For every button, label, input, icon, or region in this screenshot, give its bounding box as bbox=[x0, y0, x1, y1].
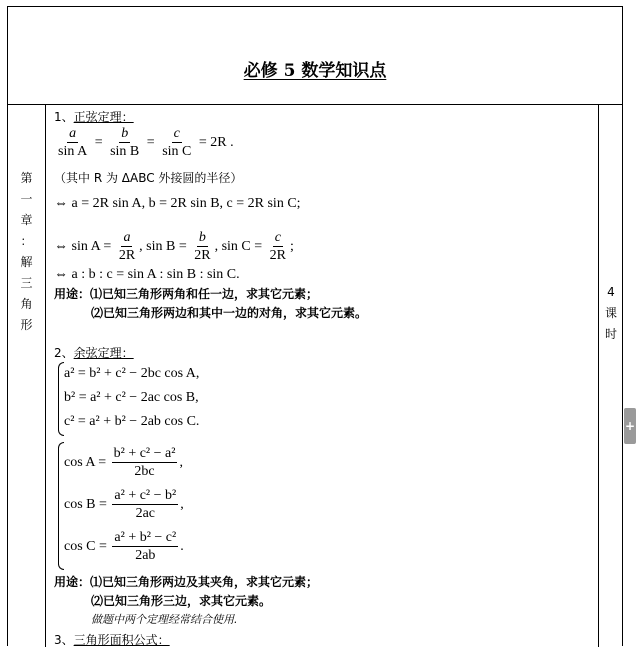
side-expand-tab[interactable] bbox=[624, 408, 636, 444]
cosine-eq-c: c² = a² + b² − 2ab cos C. bbox=[64, 414, 200, 429]
cos-c-formula: cos C = $\frac{\text{a² + b² − c²}}{2ab}$ . bbox=[64, 530, 184, 564]
document-table bbox=[7, 6, 623, 646]
chapter-char: 三 bbox=[20, 276, 33, 290]
sine-law-ratio: ⇔ a : b : c = sin A : sin B : sin C. bbox=[54, 267, 240, 282]
chapter-column bbox=[8, 104, 46, 647]
sine-law-form2: ⇔ a = 2R sin A, b = 2R sin B, c = 2R sin C; bbox=[54, 196, 301, 211]
sec2-heading: 2、余弦定理： bbox=[54, 346, 134, 360]
cos-b-formula: cos B = $\frac{\text{a² + c² − b²}}{2ac}$ , bbox=[64, 488, 184, 522]
hours-label bbox=[599, 282, 623, 345]
sine-law-equation: $\frac{a}{\text{sin A}}$ = $\frac{b}{\text{sin B}}$ = $\frac{c}{\text{sin C}}$ = 2R . bbox=[58, 126, 234, 160]
hours-char: 课 bbox=[604, 306, 617, 320]
cosine-fraction-system bbox=[64, 442, 184, 568]
hours-char: 4 bbox=[607, 285, 615, 299]
sec3-heading: 3、三角形面积公式： bbox=[54, 633, 170, 647]
page-title: 必修 5 数学知识点 bbox=[243, 61, 387, 81]
chapter-char: ： bbox=[20, 234, 33, 248]
sec1-heading: 1、正弦定理： bbox=[54, 110, 134, 124]
chapter-char: 章 bbox=[20, 213, 33, 227]
content-cell bbox=[54, 104, 594, 647]
cosine-law-system bbox=[64, 362, 199, 434]
chapter-char: 解 bbox=[20, 255, 33, 269]
sec2-use-2: ⑵已知三角形三边，求其它元素。 bbox=[91, 594, 272, 608]
title-row bbox=[8, 7, 622, 105]
circumradius-note: （其中 R 为 ΔABC 外接圆的半径） bbox=[54, 171, 243, 185]
sec1-use-2: ⑵已知三角形两边和其中一边的对角，求其它元素。 bbox=[91, 306, 368, 320]
chapter-label bbox=[8, 168, 45, 336]
chapter-char: 角 bbox=[20, 297, 33, 311]
chapter-char: 一 bbox=[20, 192, 33, 206]
sine-law-form3: ⇔ sin A = $\frac{a}{2R}$ , sin B = $\frac{b}{2R}$ , sin C = $\frac{c}{2R}$ ; bbox=[54, 230, 294, 264]
hours-char: 时 bbox=[604, 327, 617, 341]
plus-icon: + bbox=[624, 419, 636, 433]
cosine-eq-b: b² = a² + c² − 2ac cos B, bbox=[64, 390, 199, 405]
hours-column bbox=[598, 104, 623, 647]
chapter-char: 形 bbox=[20, 318, 33, 332]
chapter-char: 第 bbox=[20, 171, 33, 185]
cosine-eq-a: a² = b² + c² − 2bc cos A, bbox=[64, 366, 200, 381]
cos-a-formula: cos A = $\frac{\text{b² + c² − a²}}{2bc}$ , bbox=[64, 446, 183, 480]
sec1-use-1: 用途：⑴已知三角形两角和任一边，求其它元素； bbox=[54, 287, 319, 301]
sec2-use-1: 用途：⑴已知三角形两边及其夹角，求其它元素； bbox=[54, 575, 319, 589]
sec2-tip: 做题中两个定理经常结合使用. bbox=[91, 613, 238, 626]
